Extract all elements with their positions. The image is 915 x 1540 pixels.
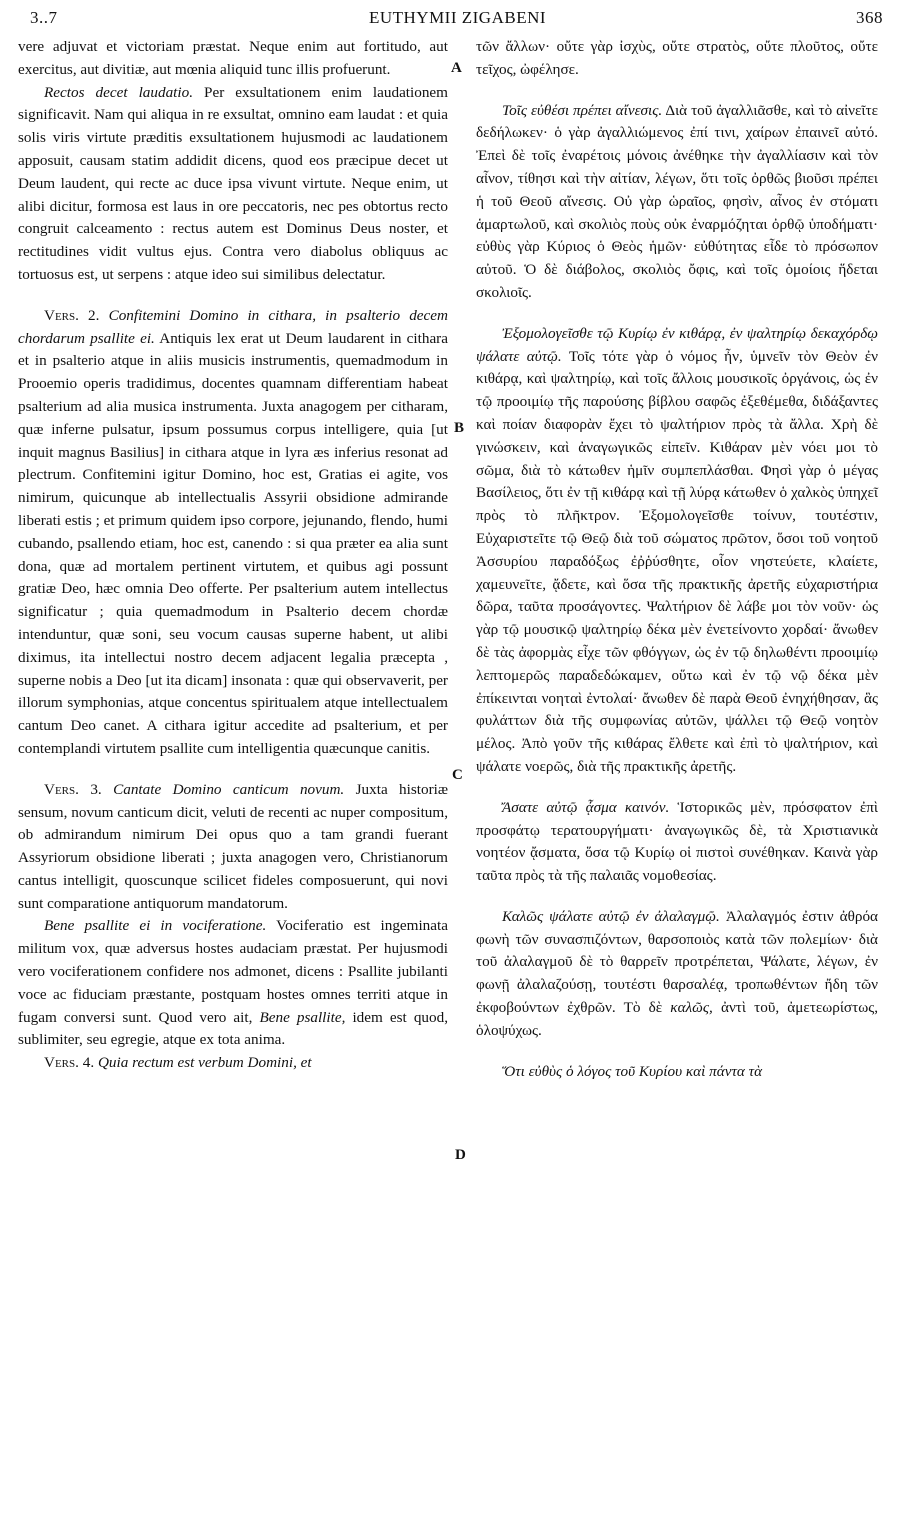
latin-paragraph bbox=[18, 1052, 448, 1075]
latin-quote: Bene psallite, bbox=[259, 1008, 346, 1026]
latin-commentary: Per exsultationem enim laudationem significavit. Nam qui aliqua in re exsultat, omnino eam laudat : et quia solis viris virtute præditis exsultationem hujusmodi ac laudationem apposuit, causam statim addidit dicens, quod eos præcipue decet ut Deum laudent, qui recte ac duce ipsa vivunt virtute. Neque enim, ut alibi dicitur, formosa est laus in ore peccatoris, nec pes obtortus recto congruit calceamento : rectus autem est Dominus Deus noster, et rectitudines vidit vultus ejus. Contra vero diabolus obliquus ac tortuosus est, ut serpens : atque ideo sui similibus delectatur. bbox=[18, 83, 448, 283]
latin-commentary: Juxta historiæ sensum, novum canticum dicit, veluti de recenti ac nuper compositum, ob admirandum nimirum Dei opus quo a tam grandi fuerant Assyriorum obsidione liberati ; juxta anagogen vero, Christianorum cantus intelligit, quoscunque scilicet fideles composuerunt, qui novi sunt comparatione antiquorum mandatorum. bbox=[18, 780, 449, 912]
greek-paragraph bbox=[476, 906, 878, 1043]
latin-lemma: Rectos decet laudatio. bbox=[44, 83, 193, 101]
greek-paragraph bbox=[476, 797, 878, 888]
greek-commentary: Ἱστορικῶς μὲν, πρόσφατον ἐπὶ προσφάτῳ τερατουργήματι· ἀναγωγικῶς δὲ, τὰ Χριστιανικὰ νοητέον ᾄσματα, ὅσα τῷ Κυρίῳ οἱ πιστοὶ συνέθηκαν. Καινὰ γὰρ ταῦτα πρὸς τὰ τῆς παλαιᾶς νομοθεσίας. bbox=[476, 798, 879, 885]
latin-commentary: idem est quod, sublimiter, seu egregie, atque ex tota anima. bbox=[18, 1008, 448, 1049]
margin-marker-d: D bbox=[455, 1147, 466, 1163]
verse-number: Vers. 2. bbox=[44, 306, 100, 324]
margin-marker-c: C bbox=[452, 767, 463, 783]
latin-commentary: Vociferatio est ingeminata militum vox, quæ adversus hostes audaciam præstat. Per hujusmodi vero vociferationem confidere nos admonet, dicens : Psallite jubilanti voce ac fiduciam præstante, postquam hostes omnes territi atque in fugam conversi sunt. Quod vero ait, bbox=[18, 917, 448, 1026]
greek-column bbox=[476, 36, 878, 1083]
latin-commentary: Antiquis lex erat ut Deum laudarent in cithara et in psalterio atque in aliis musicis instrumentis, quemadmodum in Prooemio operis tradidimus, docentes quamnam differentiam habeat psalterium ad alia musica instrumenta. Juxta anagogem per citharam, quæ inferne pulsatur, ipsum possumus corpus intelligere, quia [ut inquit magnus Basilius] in cithara atque in lyra æs inferius resonat ad plectrum. Confitemini igitur Domino, hoc est, Gratias ei agite, vos nimirum, quicunque ab intellectualis Assyrii obsidione admirande liberati estis ; et primum quidem ipso corpore, jejunando, flendo, humi cubando, psallendo etiam, hoc est, canendo : si qua præter ea alia sunt dona, quæ ad mortalem pertinent virtutem, et quibus agi possunt gratiæ Deo, hæc omnia Deo offerte. Per psalterium autem intellectus significatur ; quia quemadmodum in Psalterio decem chordæ intenduntur, quæ soni, seu vocum causas superne habent, ut alibi diximus, ita intellectui nostro decem adjacent legalia præcepta , superne nobis a Deo [ut ita dicam] insonata : quæ qui observaverit, per illorum symphonias, atque concentus spiritualem atque intellectualem cantum Deo canet. A cithara igitur accedite ad psalterium, et per contemplandi virtutem psallite cum intelligentia quæcunque canitis. bbox=[18, 329, 448, 757]
page-number-left: 3..7 bbox=[30, 8, 58, 27]
latin-paragraph bbox=[18, 915, 448, 1052]
greek-commentary: Τοῖς τότε γὰρ ὁ νόμος ἦν, ὑμνεῖν τὸν Θεὸν ἐν κιθάρᾳ, καὶ ψαλτηρίῳ, καὶ τοῖς ἄλλοις μουσικοῖς ὀργάνοις, ὡς ἐν τῷ προοιμίῳ τῆς παρούσης βίβλου σαφῶς ἐξεθέμεθα, διδάξαντες καὶ ποίαν διαφορὰν ἔχει τὸ ψαλτήριον πρὸς τὰ ἄλλα. Χρὴ δὲ γινώσκειν, καὶ ἀναγωγικῶς εἰπεῖν. Κιθάραν μὲν νόει μοι τὸ σῶμα, διὰ τὸ κάτωθεν ἡμῖν συμπεπλάσθαι. Φησὶ γὰρ ὁ μέγας Βασίλειος, ὅτι ἐν τῇ κιθάρᾳ καὶ τῇ λύρᾳ κάτωθεν ὁ χαλκὸς ὑπηχεῖ πρὸς τὸ πλῆκτρον. Ἐξομολογεῖσθε τοίνυν, τουτέστιν, Εὐχαριστεῖτε τῷ Θεῷ διὰ τοῦ σώματος πρῶτον, ὅσοι τοῦ νοητοῦ Ἀσσυρίου παραδόξως ἐῤῥύσθητε, οἷον νηστεύετε, κλαίετε, χαμευνεῖτε, ᾄδετε, καὶ ὅσα τῆς πρακτικῆς ἀρετῆς εὐχαριστήρια δῶρα, ταῦτα προσάγοντες. Ψαλτήριον δὲ λάβε μοι τὸν νοῦν· ὡς γὰρ τῷ μουσικῷ ψαλτηρίῳ δέκα μὲν ἐνετείνοντο χορδαί· ἄνωθεν δὲ τὰς ἀφορμὰς εἶχε τῶν φθόγγων, ὡς ἐν τῷ δηλωθέντι προοιμίῳ λεπτομερῶς παραδεδώκαμεν, οὕτω καὶ ἐν τῷ νῷ δέκα μὲν ἐπίκεινται νοηταὶ ἐντολαί· ἄνωθεν δὲ παρὰ Θεοῦ ἐνηχήθησαν, ἃς φυλάττων διὰ τῆς συμφωνίας αὐτῶν, ψάλλει τῷ Θεῷ νοητὸν μέλος. Ἀπὸ γοῦν τῆς κιθάρας ἔλθετε καὶ ἐπὶ τὸ ψαλτήριον, καὶ ψάλατε νοερῶς, διὰ τῆς πρακτικῆς ἀρετῆς. bbox=[476, 347, 878, 775]
margin-marker-b: B bbox=[454, 420, 465, 436]
greek-quote: καλῶς, bbox=[670, 999, 713, 1017]
latin-paragraph bbox=[18, 305, 448, 761]
latin-lemma: Confitemini Domino in cithara, in psalterio decem chordarum psallite ei. bbox=[18, 306, 448, 347]
latin-paragraph bbox=[18, 82, 448, 287]
verse-number: Vers. 3. bbox=[44, 780, 102, 798]
latin-column bbox=[18, 36, 448, 1075]
verse-number: Vers. 4. bbox=[44, 1054, 95, 1072]
latin-paragraph bbox=[18, 779, 448, 916]
greek-paragraph bbox=[476, 1061, 878, 1084]
greek-paragraph bbox=[476, 323, 878, 779]
greek-commentary: Ἀλαλαγμός ἐστιν ἀθρόα φωνὴ τῶν συνασπιζόντων, θαρσοποιὸς κατὰ τῶν πολεμίων· διὰ τοῦ ἀλαλαγμοῦ δὲ τὸ θαρρεῖν προτρέπεται, Ψάλατε, λέγων, ἐν φωνῇ ἀλαλαζούσῃ, τουτέστι θαρσαλέᾳ, τροπωθέντων ἤδη τῶν ἐκφοβούντων ἐχθρῶν. Τὸ δὲ bbox=[476, 907, 878, 1017]
greek-lemma: Καλῶς ψάλατε αὐτῷ ἐν ἀλαλαγμῷ. bbox=[502, 907, 720, 925]
margin-marker-a: A bbox=[451, 60, 462, 76]
running-title: EUTHYMII ZIGABENI bbox=[368, 8, 547, 27]
greek-paragraph: τῶν ἄλλων· οὔτε γὰρ ἰσχὺς, οὔτε στρατὸς, οὔτε πλοῦτος, οὔτε τεῖχος, ὠφέλησε. bbox=[476, 38, 878, 78]
page-number-right: 368 bbox=[856, 8, 883, 27]
greek-lemma: Τοῖς εὐθέσι πρέπει αἴνεσις. bbox=[502, 101, 663, 119]
latin-lemma: Cantate Domino canticum novum. bbox=[113, 780, 345, 798]
greek-lemma: Ἄσατε αὐτῷ ᾆσμα καινόν. bbox=[502, 798, 670, 816]
greek-paragraph bbox=[476, 100, 878, 305]
latin-lemma: Bene psallite ei in vociferatione. bbox=[44, 917, 267, 935]
greek-commentary: ἀντὶ τοῦ, ἀμετεωρίστως, ὁλοψύχως. bbox=[476, 999, 879, 1039]
greek-commentary: Διὰ τοῦ ἀγαλλιᾶσθε, καὶ τὸ αἰνεῖτε δεδήλωκεν· ὁ γὰρ ἀγαλλιώμενος ἐπί τινι, χαίρων ἐπαινεῖ αὐτό. Ἐπεὶ δὲ τοῖς ἐναρέτοις μόνοις ἀνέθηκε τὴν ἀγαλλίασιν καὶ τὸν αἶνον, τίθησι καὶ τὴν αἰτίαν, λέγων, ὅτι τοῖς ὀρθῶς βιοῦσι πρέπει ἡ τοῦ Θεοῦ αἴνεσις. Οὐ γὰρ ὡραῖος, φησὶν, αἶνος ἐν στόματι ἁμαρτωλοῦ, καὶ σκολιὸς ποὺς οὐκ ἐναρμόζηται ὀρθῷ ὑποδήματι· εὐθὺς γὰρ Κύριος ὁ Θεὸς ἡμῶν· εὐθύτητας εἶδε τὸ πρόσωπον αὐτοῦ. Ὁ δὲ διάβολος, σκολιὸς ὄφις, καὶ τοῖς ὁμοίοις ἥδεται σκολιοῖς. bbox=[476, 101, 878, 301]
greek-lemma: Ὅτι εὐθὺς ὁ λόγος τοῦ Κυρίου καὶ πάντα τὰ bbox=[502, 1062, 763, 1080]
latin-paragraph: vere adjuvat et victoriam præstat. Neque enim aut fortitudo, aut exercitus, aut divitiæ, aut mœnia aliquid tunc illis profuerunt. bbox=[18, 38, 448, 78]
greek-lemma: Ἐξομολογεῖσθε τῷ Κυρίῳ ἐν κιθάρᾳ, ἐν ψαλτηρίῳ δεκαχόρδῳ ψάλατε αὐτῷ. bbox=[476, 324, 878, 365]
latin-lemma: Quia rectum est verbum Domini, et bbox=[97, 1054, 312, 1072]
